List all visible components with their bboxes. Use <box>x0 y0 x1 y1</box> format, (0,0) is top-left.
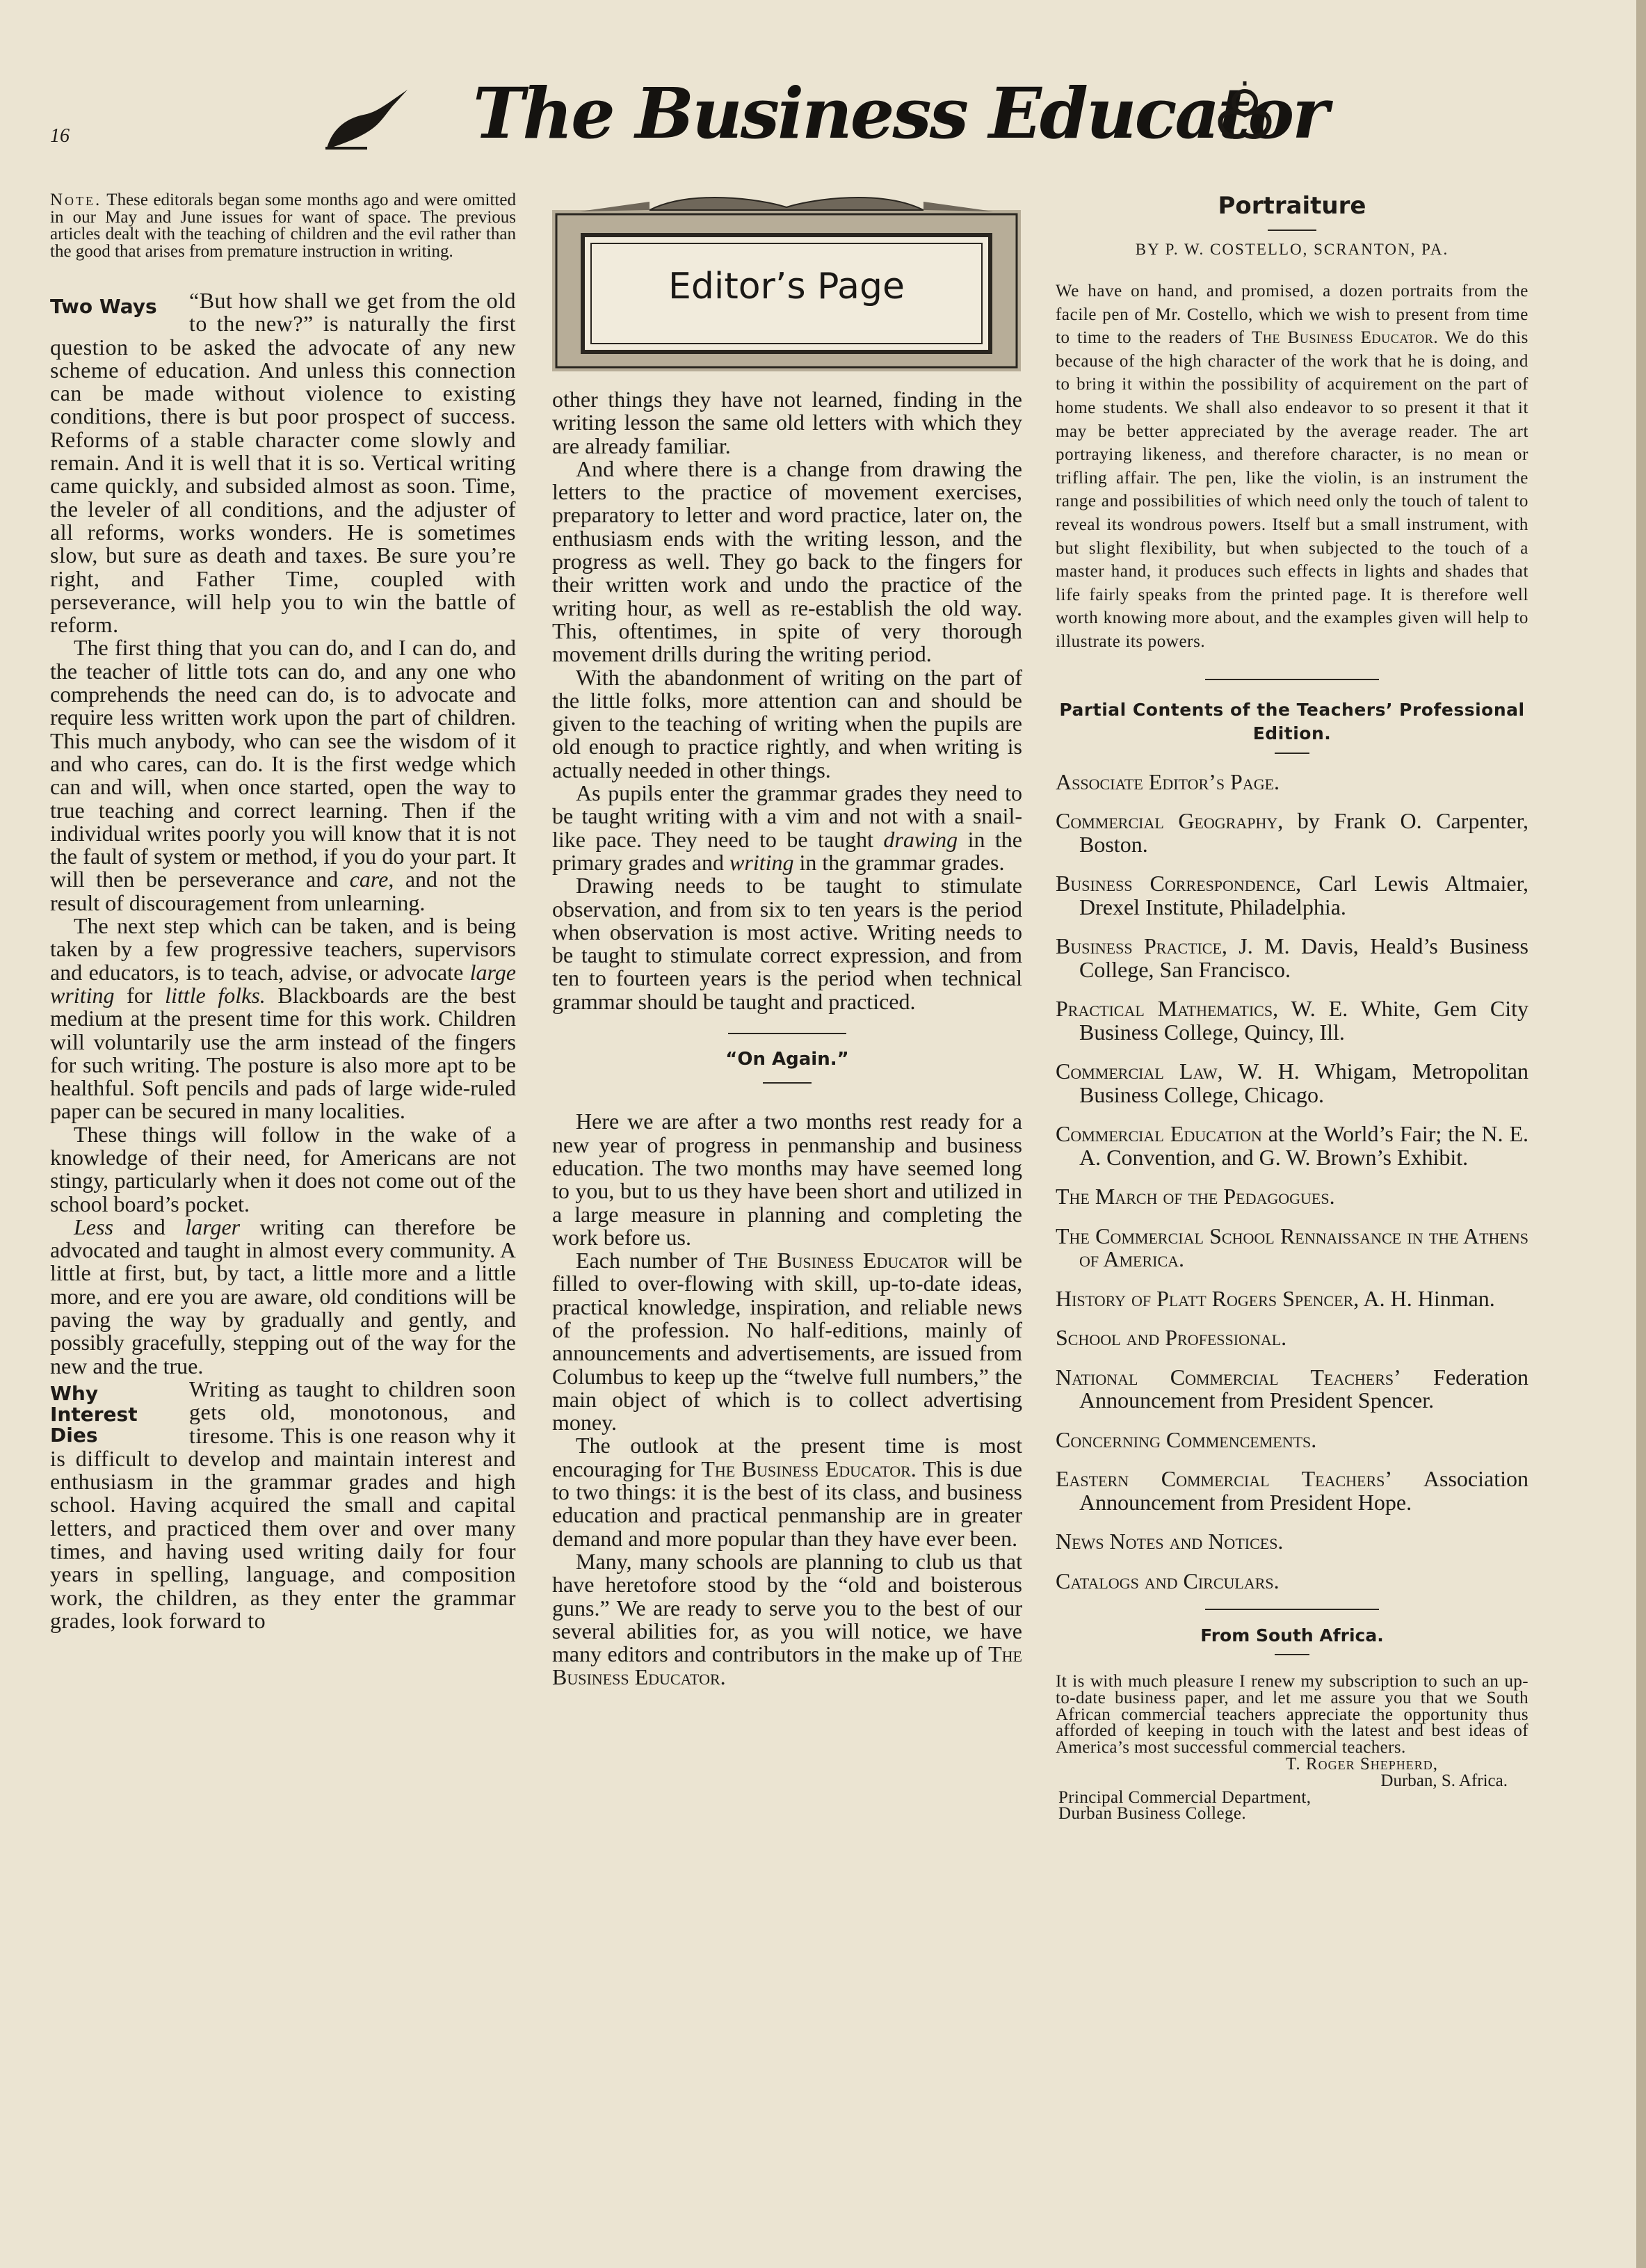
masthead-title: The Business Educator <box>473 72 1327 154</box>
text-run: This is due to two things: it is the best of its class, and business education and practical penmanship are in greater demand and more popular than they have ever been. <box>552 1456 1023 1551</box>
contents-item <box>1056 810 1528 856</box>
contents-item <box>1056 1225 1528 1271</box>
contents-item-detail: A. H. Hinman. <box>1359 1285 1495 1311</box>
contents-item-title: Practical Mathematics, <box>1056 996 1279 1021</box>
contents-item-title: The March of the Pedagogues. <box>1056 1184 1335 1209</box>
left-paragraph-1: “But how shall we get from the old to the new?” is naturally the first question to be asked the advocate of any new scheme of education. And unless this connection can be made without violence to existing conditions, there is but poor prospect of success. Reforms of a stable character come slowly and remain. And it is well that it is so. Vertical writing came quickly, and subsided almost as soon. Time, the leveler of all conditions, and the adjuster of all reforms, works wonders. He is sometimes slow, but sure as death and taxes. Be sure you’re right, and Father Time, coupled with perseverance, will help you to win the battle of reform. <box>50 288 516 638</box>
contents-heading: Partial Contents of the Teachers’ Professional Edition. <box>1059 699 1525 743</box>
left-column <box>50 192 516 1632</box>
middle-body <box>552 388 1022 1689</box>
portraiture-heading: Portraiture <box>1218 192 1366 220</box>
text-run: and <box>113 1214 186 1239</box>
text-run: The first thing that you can do, and I can do, and the teacher of little tots can do, and any one who comprehends the need can do, is to advocate and require less written work upon the part of children. This much anybody, who can see the wisdom of it and who cares, can do. It is the first wedge which can and will, when once started, open the way to true teaching and correct learning. Then if the individual writes poorly you will know that it is not the fault of system or method, if you do your part. It will then be perseverance and <box>50 635 516 892</box>
signature-college: Durban Business College. <box>1058 1804 1246 1824</box>
short-divider <box>1275 753 1309 754</box>
section-divider <box>1205 1609 1379 1610</box>
signature-name: T. Roger Shepherd, <box>1286 1754 1438 1774</box>
contents-item-title: Concerning Commencements. <box>1056 1426 1317 1452</box>
text-run: in the primary grades and <box>552 826 1022 875</box>
south-africa-text: It is with much pleasure I renew my subscription to such an up-to-date business paper, and let me assure you that we South African commercial teachers appreciate the opportunity thus afforded of keeping in touch with the latest and best ideas of America’s most successful commercial teachers. <box>1056 1672 1528 1758</box>
signature-place: Durban, S. Africa. <box>1380 1771 1508 1790</box>
middle-paragraph-6: Here we are after a two months rest ready for a new year of progress in penmanship and business education. The two months may have seemed long to you, but to us they have been short and utilized in a large measure in planning and completing the work before us. <box>552 1109 1022 1250</box>
text-run: Many, many schools are planning to club us that have heretofore stood by the “old and boisterous guns.” We are ready to serve you to the best of our several abilities for, as you will notice, we have many editors and contributors in the make up of <box>552 1548 1022 1667</box>
portraiture-text <box>1056 280 1528 654</box>
two-ways-side-heading: Two Ways <box>50 295 157 318</box>
emblem-icon <box>1213 80 1276 143</box>
short-divider <box>763 1082 812 1084</box>
contents-item-title: News Notes and Notices. <box>1056 1529 1284 1554</box>
contents-item-title: Commercial Law, <box>1056 1059 1223 1084</box>
middle-paragraph-8 <box>552 1434 1022 1550</box>
south-africa-heading: From South Africa. <box>1200 1625 1384 1646</box>
left-body <box>50 289 516 1632</box>
contents-item-detail: Association Announcement from President Hope. <box>1079 1466 1529 1515</box>
italic-run: large writing <box>50 959 516 1008</box>
left-paragraph-5 <box>50 1216 516 1378</box>
why-interest-dies-side-heading: Why Interest Dies <box>50 1381 138 1447</box>
middle-paragraph-1: other things they have not learned, finding in the writing lesson the same old letters with which they are already familiar. <box>552 387 1022 458</box>
contents-item <box>1056 1366 1528 1413</box>
contents-item <box>1056 1570 1528 1593</box>
contents-item-detail: at the World’s Fair; the N. E. A. Convention, and G. W. Brown’s Exhibit. <box>1079 1121 1528 1170</box>
italic-run: larger <box>185 1214 241 1239</box>
editors-page-title: Editor’s Page <box>668 266 905 307</box>
short-divider <box>1268 230 1316 231</box>
contents-item-detail: Federation Announcement from President Spencer. <box>1079 1364 1528 1413</box>
contents-item-detail: W. H. Whigam, Metropolitan Business College, Chicago. <box>1079 1059 1529 1107</box>
left-paragraph-2 <box>50 636 516 915</box>
contents-item <box>1056 1530 1528 1554</box>
short-divider <box>1275 1654 1309 1655</box>
contents-item-title: Commercial Education <box>1056 1121 1262 1146</box>
editorial-note <box>50 192 516 260</box>
text-run: The next step which can be taken, and is being taken by a few progressive teachers, supervisors and educators, is to teach, advise, or advocate <box>50 913 516 985</box>
right-column <box>1056 192 1528 1822</box>
text-run: We do this because of the high character of the work that he is doing, and to bring it within the possibility of acquirement on the part of home students. We shall also endeavor to so present it that it may be better appreciated by the average reader. The art portraying likeness, and therefore character, is no mean or trifling affair. The pen, like the violin, is an instrument the range and possibilities of which need only the touch of talent to reveal its wondrous powers. Itself but a small instrument, with but slight flexibility, but when subjected to the touch of a master hand, it produces such effects in lights and shades that life fairly speaks from the printed page. It is therefore well worth knowing more about, and the examples given will help to illustrate its powers. <box>1056 328 1528 651</box>
text-run: As pupils enter the grammar grades they need to be taught writing with a vim and not with a snail-like pace. They need to be taught <box>552 780 1022 852</box>
text-run: will be filled to over-flowing with skill, up-to-date ideas, practical knowledge, inspiration, and reliable news of the profession. No half-editions, mainly of announcements and advertisements, are issued from Columbus to keep up the “twelve full numbers,” the main object of which is to collect advertising money. <box>552 1248 1023 1435</box>
middle-paragraph-9 <box>552 1550 1022 1689</box>
contents-item-detail: J. M. Davis, Heald’s Business College, San Francisco. <box>1079 933 1529 982</box>
small-caps-run: The Business Educator. <box>1252 328 1439 348</box>
contents-item <box>1056 1287 1528 1311</box>
contents-item-title: Business Correspondence, <box>1056 871 1302 896</box>
contents-item-title: National Commercial Teachers’ <box>1056 1364 1401 1390</box>
section-divider <box>728 1033 846 1034</box>
signature-title: Principal Commercial Department, <box>1058 1787 1312 1807</box>
section-divider <box>1205 679 1379 680</box>
contents-item-title: The Commercial School Rennaissance in the Athens of America. <box>1056 1223 1528 1271</box>
contents-item-title: Business Practice, <box>1056 933 1227 958</box>
small-caps-run: The Business Educator. <box>552 1641 1022 1690</box>
text-run: writing can therefore be advocated and taught in almost every community. A little at first, but, by tact, a little more and a little more, and ere you are aware, old conditions will be paving the way by gradually and gently, and possibly gracefully, stepping out of the way for the new and the true. <box>50 1214 516 1378</box>
middle-paragraph-5: Drawing needs to be taught to stimulate observation, and from six to ten years is the period when observation is most active. Writing needs to be taught to stimulate correct expression, and from ten to fourteen years is the period when technical grammar should be taught and practiced. <box>552 873 1022 1014</box>
left-paragraph-6: Writing as taught to children soon gets old, monotonous, and tiresome. This is one reason why it is difficult to develop and maintain interest and enthusiasm in the grammar grades and high school. Having acquired the small and capital letters, and practiced them over and over many times, and having used writing daily for four years in spelling, language, and composition work, the children, as they enter the grammar grades, look forward to <box>50 1376 516 1633</box>
middle-paragraph-4 <box>552 782 1022 874</box>
left-paragraph-3 <box>50 915 516 1123</box>
contents-item <box>1056 1185 1528 1209</box>
contents-item <box>1056 1326 1528 1350</box>
text-run: for <box>114 982 166 1008</box>
on-again-heading: “On Again.” <box>725 1049 849 1070</box>
italic-run: drawing <box>883 826 958 852</box>
contents-item-title: Associate Editor’s Page. <box>1056 769 1280 794</box>
italic-run: Less <box>74 1214 113 1239</box>
text-run: Blackboards are the best medium at the present time for this work. Children will voluntarily use the arm instead of the fingers for such writing. The posture is also more apt to be healthful. Soft pencils and pads of large wide-ruled paper can be secured in many localities. <box>50 982 517 1124</box>
note-text: These editorals began some months ago and were omitted in our May and June issues for want of space. The previous articles dealt with the teaching of children and the evil rather than the good that arises from premature instruction in writing. <box>50 191 516 261</box>
small-caps-run: The Business Educator. <box>701 1456 917 1481</box>
contents-item-title: Commercial Geography, <box>1056 808 1284 833</box>
text-run: The outlook at the present time is most encouraging for <box>552 1433 1022 1481</box>
contents-item <box>1056 1060 1528 1107</box>
editors-page-box <box>552 189 1021 371</box>
italic-run: care <box>349 867 389 892</box>
quill-icon <box>325 87 409 150</box>
contents-item-title: Eastern Commercial Teachers’ <box>1056 1466 1393 1491</box>
italic-run: writing <box>729 849 794 875</box>
contents-item-detail: by Frank O. Carpenter, Boston. <box>1079 808 1528 857</box>
contents-list <box>1056 771 1528 1593</box>
page-edge <box>1636 0 1646 2268</box>
text-run: in the grammar grades. <box>793 849 1005 875</box>
contents-item <box>1056 771 1528 794</box>
contents-item <box>1056 1467 1528 1514</box>
small-caps-run: The Business Educator <box>734 1248 949 1273</box>
italic-run: little folks. <box>165 982 266 1008</box>
page-number: 16 <box>50 125 70 147</box>
contents-item <box>1056 997 1528 1044</box>
contents-item <box>1056 872 1528 919</box>
middle-paragraph-2: And where there is a change from drawing the letters to the practice of movement exercises, preparatory to letter and word practice, later on, the enthusiasm ends with the writing lesson, and the progress as well. They go back to the fingers for their written work and undo the practice of the writing hour, as well as re-establish the old way. This, oftentimes, in spite of very thorough movement drills during the writing period. <box>552 456 1022 667</box>
note-lead: Note. <box>50 191 102 209</box>
middle-paragraph-7 <box>552 1249 1022 1434</box>
contents-item <box>1056 1123 1528 1169</box>
text-run: Each number of <box>576 1248 734 1273</box>
contents-item-title: School and Professional. <box>1056 1325 1287 1350</box>
contents-item-title: Catalogs and Circulars. <box>1056 1568 1280 1593</box>
middle-paragraph-3: With the abandonment of writing on the part of the little folks, more attention can and should be given to the teaching of writing when the pupils are old enough to practice rightly, and when writing is actually needed in other things. <box>552 664 1022 782</box>
left-paragraph-4: These things will follow in the wake of a knowledge of their need, for Americans are not stingy, particularly when it does not come out of the school board’s pocket. <box>50 1121 516 1216</box>
text-run: , and not the result of discouragement from unlearning. <box>50 867 516 915</box>
text-run: We have on hand, and promised, a dozen portraits from the facile pen of Mr. Costello, which we wish to present from time to time to the readers of <box>1056 282 1528 348</box>
middle-column <box>552 192 1022 1689</box>
contents-item-title: History of Platt Rogers Spencer, <box>1056 1285 1359 1311</box>
contents-item-detail: Carl Lewis Altmaier, Drexel Institute, Philadelphia. <box>1079 871 1528 919</box>
contents-item <box>1056 935 1528 981</box>
contents-item-detail: W. E. White, Gem City Business College, Quincy, Ill. <box>1079 996 1528 1045</box>
contents-item <box>1056 1426 1528 1452</box>
portraiture-byline: BY P. W. COSTELLO, SCRANTON, PA. <box>1135 241 1449 258</box>
